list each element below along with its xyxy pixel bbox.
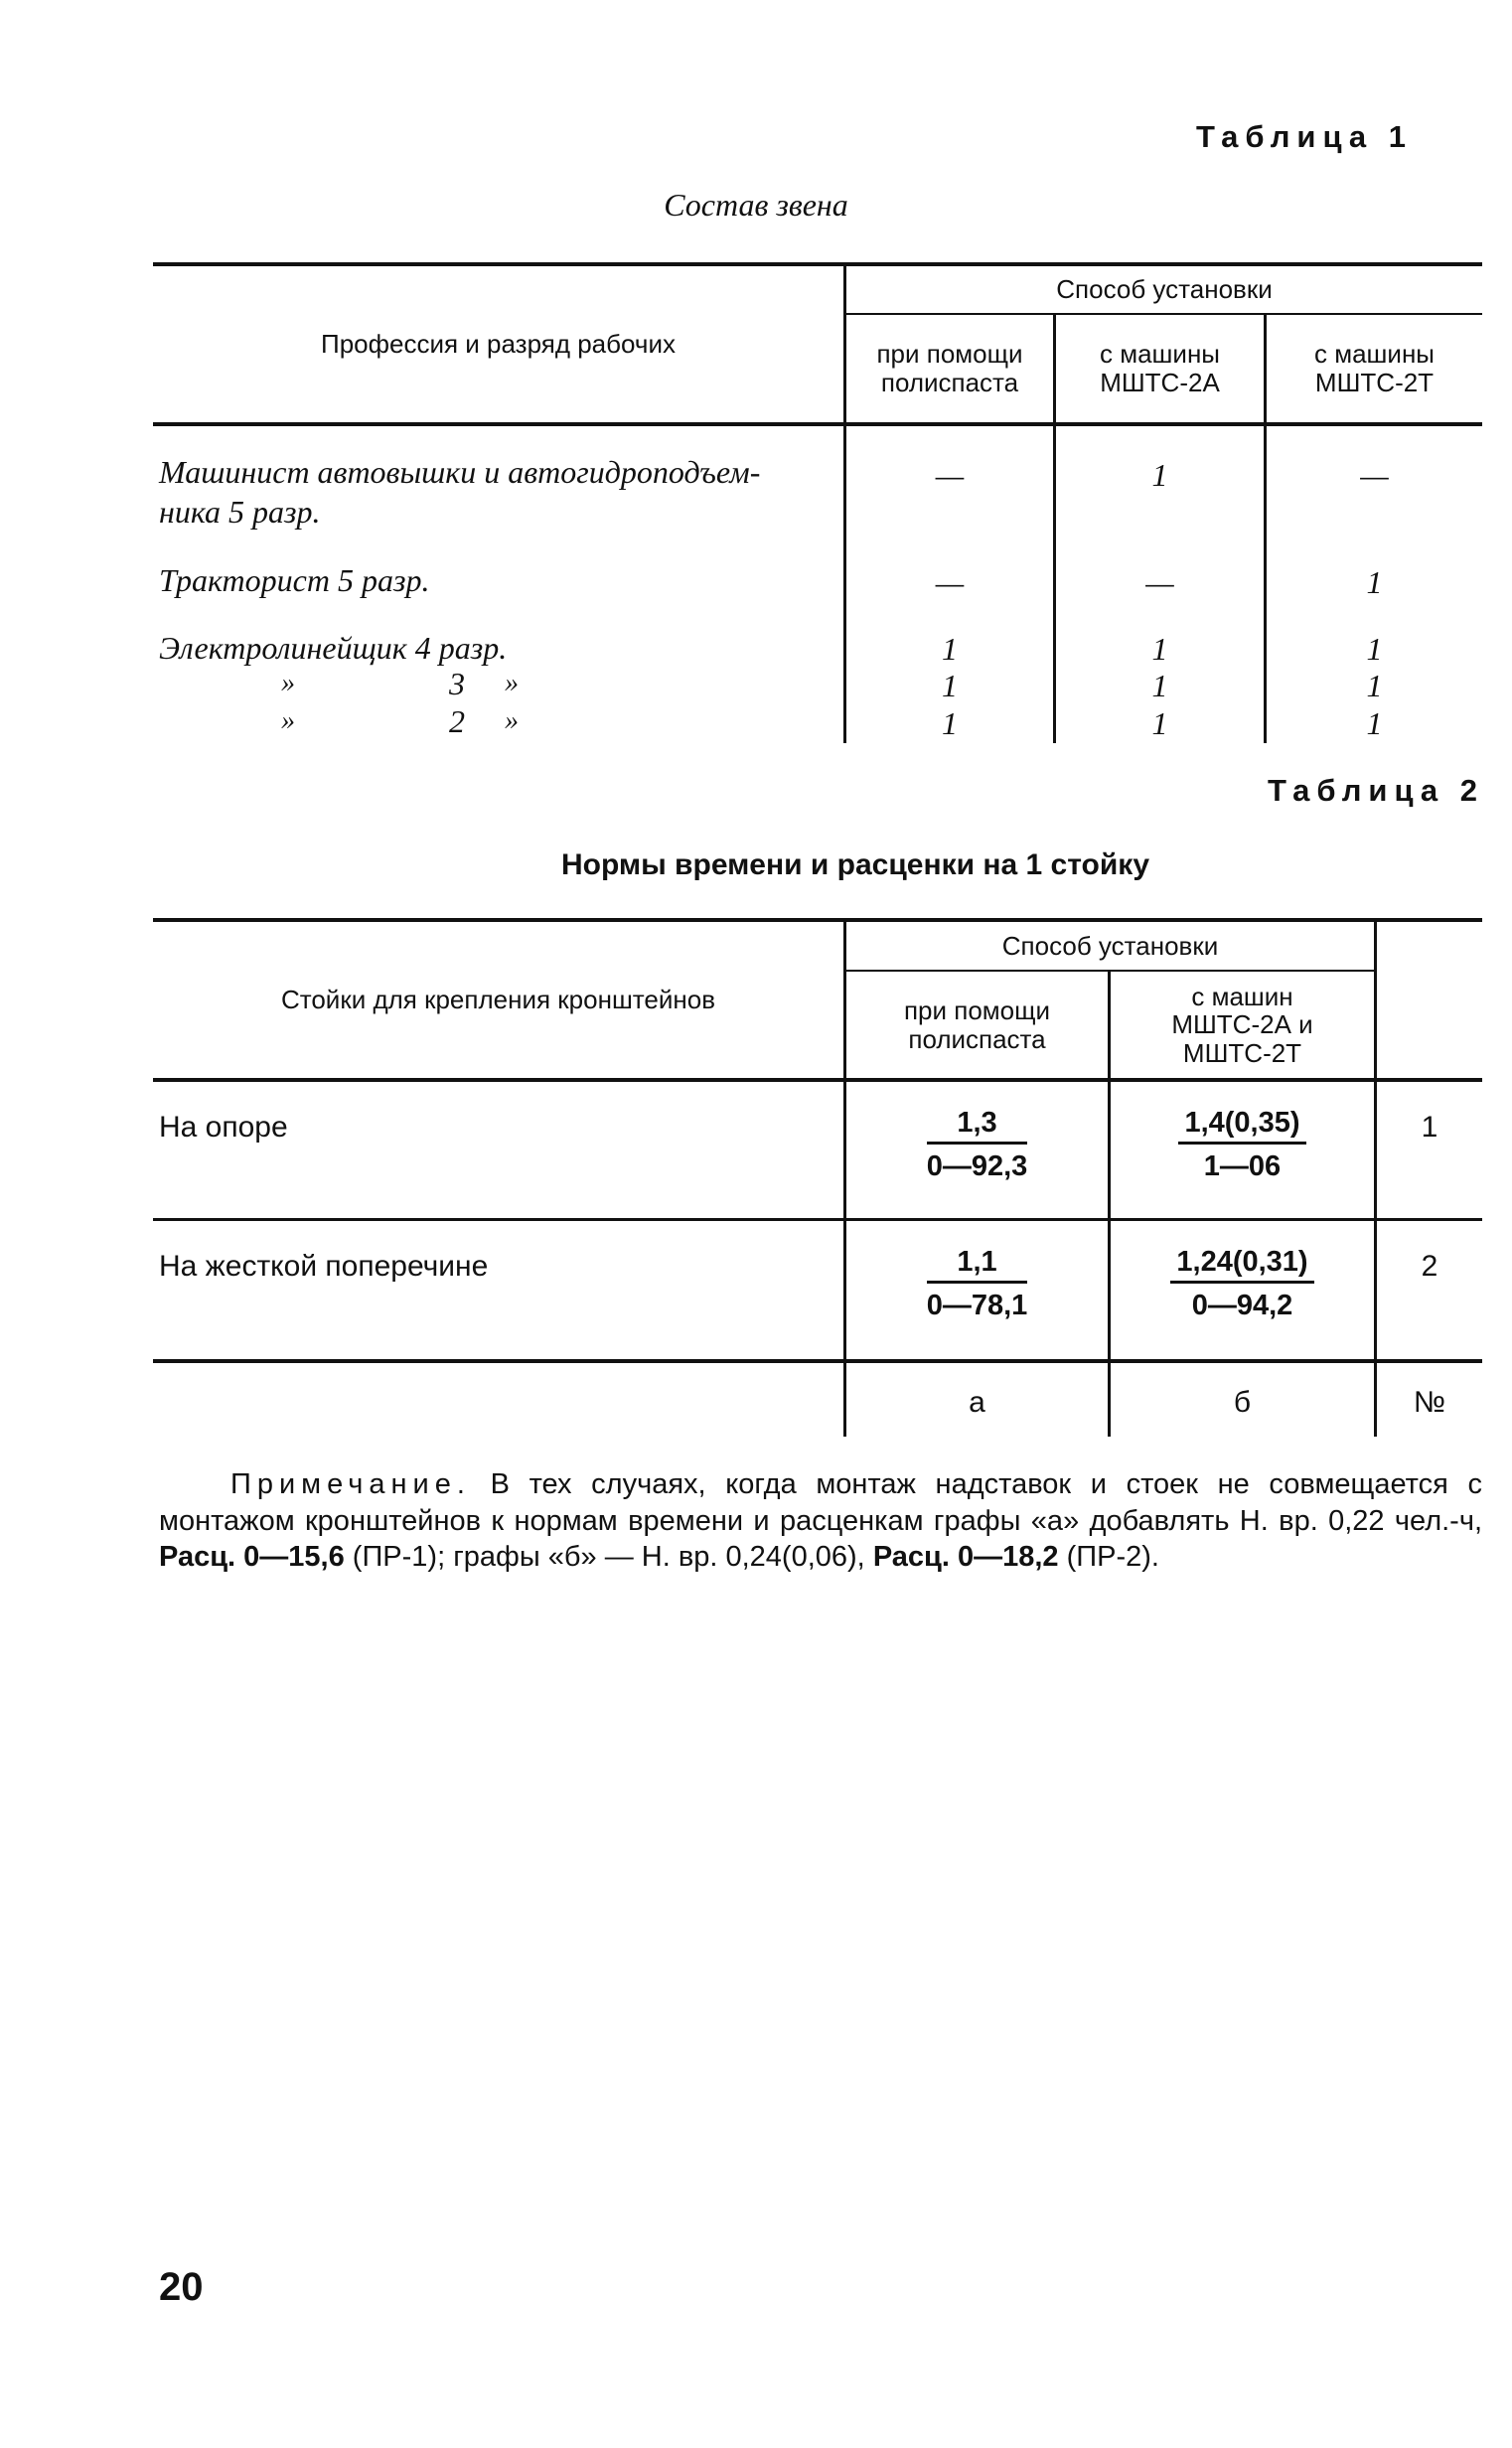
table1-cell: 1	[942, 630, 958, 667]
note-paragraph	[159, 1466, 1482, 1576]
table2-cell-b: $\frac{1,4(0,35)}{1—06}$	[1111, 1107, 1374, 1183]
table2-col-header: Стойки для крепления кронштейнов	[280, 985, 716, 1015]
table1-cell: —	[935, 563, 965, 600]
table1-cell: 1	[1366, 563, 1383, 600]
grade: 3	[449, 666, 465, 701]
table1-label: Таблица 1	[1195, 119, 1413, 154]
grade: 2	[449, 703, 465, 739]
table1-subheader-c: с машины МШТС-2Т	[1314, 339, 1435, 397]
ditto-mark: »	[281, 668, 295, 698]
note-label: Примечание.	[230, 1468, 471, 1500]
table1-cell: 1	[1151, 456, 1168, 493]
table2-row-no: 1	[1421, 1111, 1438, 1144]
table1-cell: 1	[1151, 630, 1168, 667]
note-rate: Расц. 0—18,2	[872, 1541, 1059, 1574]
table1-cell: —	[935, 456, 965, 493]
table2-row-name: На жесткой поперечине	[159, 1250, 489, 1283]
table1-subheader-b: с машины МШТС-2А	[1100, 339, 1220, 397]
table2-title: Нормы времени и расценки на 1 стойку	[560, 848, 1150, 881]
table1-cell: —	[1145, 563, 1174, 600]
table1-cell: 1	[1366, 630, 1383, 667]
table2-cell-a: $\frac{1,3}{0—92,3}$	[926, 1107, 1028, 1182]
page-number: 20	[159, 2265, 204, 2309]
table1-row-name: Тракторист 5 разр.	[159, 562, 430, 598]
table1-cell: 1	[942, 704, 958, 741]
table2-cell-b: $\frac{1,24(0,31)}{0—94,2}$	[1111, 1246, 1374, 1322]
table2-row-no: 2	[1421, 1250, 1438, 1283]
note-rate: Расц. 0—15,6	[159, 1541, 345, 1574]
note-text: (ПР-2).	[1066, 1541, 1159, 1574]
table2-footer-b: б	[1233, 1386, 1252, 1419]
table2-footer-a: а	[969, 1386, 985, 1419]
table1-cell: 1	[1366, 667, 1383, 703]
table1-cell: —	[1360, 456, 1389, 493]
table2-group-header: Способ установки	[1001, 930, 1219, 961]
table2-cell-a: $\frac{1,1}{0—78,1}$	[926, 1246, 1028, 1321]
table1-group-header: Способ установки	[1056, 274, 1273, 305]
table2-label: Таблица 2	[1267, 773, 1484, 808]
table2-footer-no: №	[1413, 1386, 1446, 1419]
table1-cell: 1	[942, 667, 958, 703]
note-text: В тех случаях, когда монтаж надставок и стоек не совмещается с монтажом кронштейнов к нормам времени и расценкам графы «а» добавлять Н. вр. 0,22 чел.-ч,	[159, 1468, 1482, 1537]
ditto-mark: »	[505, 705, 519, 736]
table1-cell: 1	[1151, 704, 1168, 741]
ditto-mark: »	[281, 705, 295, 736]
table2-row-name: На опоре	[159, 1111, 288, 1144]
table1-cell: 1	[1151, 667, 1168, 703]
table1-col-header: Профессия и разряд рабочих	[321, 329, 676, 360]
note-text: (ПР-1); графы «б» — Н. вр. 0,24(0,06),	[352, 1541, 865, 1574]
table1-cell: 1	[1366, 704, 1383, 741]
ditto-mark: »	[505, 668, 519, 698]
table1-title: Состав звена	[664, 187, 848, 223]
table1-row-name: Машинист автовышки и автогидроподъем- ника 5 разр.	[159, 454, 761, 530]
table2-subheader-a: при помощи полиспаста	[903, 994, 1051, 1054]
table1-subheader-a: при помощи полиспаста	[876, 339, 1023, 397]
table2-subheader-b: с машин МШТС-2А и МШТС-2Т	[1171, 981, 1313, 1068]
table1-row-name: Электролинейщик 4 разр.	[159, 630, 508, 666]
